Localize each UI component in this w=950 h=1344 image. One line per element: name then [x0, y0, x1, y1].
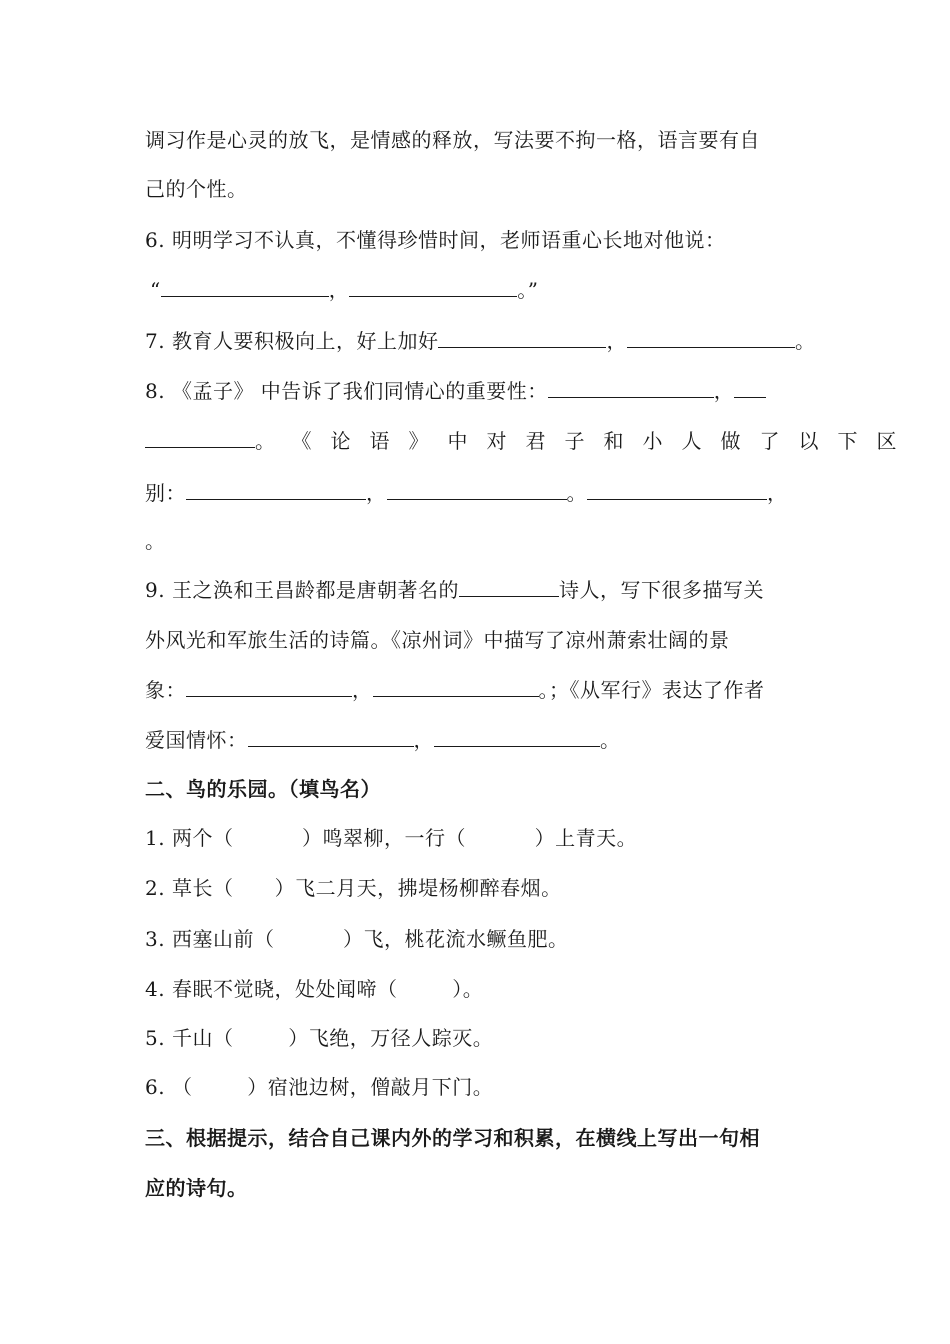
text: 象： — [145, 678, 186, 702]
answer-blank[interactable] — [627, 327, 795, 348]
question-6-text: 6. 明明学习不认真，不懂得珍惜时间，老师语重心长地对他说： — [145, 228, 726, 252]
text: 别： — [145, 481, 186, 505]
heading-text: 三、根据提示，结合自己课内外的学习和积累，在横线上写出一句相 — [145, 1126, 760, 1150]
heading-text: 二、鸟的乐园。（填鸟名） — [145, 777, 381, 801]
comma: ， — [366, 481, 387, 505]
answer-blank[interactable] — [161, 276, 329, 297]
question-6-line-2 — [150, 276, 820, 304]
answer-blank[interactable] — [349, 276, 517, 297]
answer-blank[interactable] — [587, 479, 767, 500]
comma: ， — [352, 678, 373, 702]
answer-blank[interactable] — [373, 676, 539, 697]
text: 己的个性。 — [145, 177, 248, 201]
text: 诗人，写下很多描写关 — [558, 578, 764, 602]
comma: ， — [767, 481, 788, 505]
list-item: 1. 两个（ ）鸣翠柳，一行（ ）上青天。 — [145, 826, 638, 850]
question-9-text: 9. 王之涣和王昌龄都是唐朝著名的 — [145, 578, 459, 602]
list-item: 4. 春眠不觉晓，处处闻啼（ ）。 — [145, 977, 484, 1001]
bird-item-5 — [145, 1024, 815, 1052]
question-9-line-3 — [145, 676, 815, 704]
question-8-line-2 — [145, 427, 916, 455]
question-8-line-4 — [145, 527, 815, 555]
section-3-heading-line-1 — [145, 1124, 815, 1152]
answer-blank[interactable] — [387, 479, 567, 500]
question-9-line-2 — [145, 626, 815, 654]
list-item: 5. 千山（ ）飞绝，万径人踪灭。 — [145, 1026, 494, 1050]
answer-blank[interactable] — [459, 576, 559, 597]
heading-text: 应的诗句。 — [145, 1176, 248, 1200]
text: 爱国情怀： — [145, 728, 248, 752]
close-quote: 。” — [517, 278, 539, 302]
comma: ， — [413, 728, 434, 752]
question-7-text: 7. 教育人要积极向上，好上加好 — [145, 329, 439, 353]
question-9-line-4 — [145, 726, 815, 754]
comma: ， — [713, 379, 735, 403]
period: 。 — [794, 329, 816, 353]
comma: ， — [606, 329, 627, 353]
answer-blank[interactable] — [145, 427, 255, 448]
list-item: 6. （ ）宿池边树，僧敲月下门。 — [145, 1075, 494, 1099]
question-6-line-1 — [145, 226, 815, 254]
period: 。 — [566, 481, 587, 505]
period: 。 — [255, 429, 276, 453]
answer-blank[interactable] — [438, 327, 606, 348]
period: 。 — [145, 529, 166, 553]
answer-blank[interactable] — [434, 726, 600, 747]
question-7 — [145, 327, 815, 355]
text: 。；《从军行》表达了作者 — [538, 678, 765, 702]
list-item: 3. 西塞山前（ ）飞，桃花流水鳜鱼肥。 — [145, 927, 569, 951]
comma: ， — [328, 278, 350, 302]
list-item: 2. 草长（ ）飞二月天，拂堤杨柳醉春烟。 — [145, 876, 562, 900]
question-8-text: 8. 《孟子》 中告诉了我们同情心的重要性： — [145, 379, 548, 403]
answer-blank[interactable] — [186, 676, 352, 697]
open-quote: “ — [150, 278, 161, 302]
bird-item-4 — [145, 975, 815, 1003]
bird-item-3 — [145, 925, 815, 953]
question-8-line-3 — [145, 479, 815, 507]
answer-blank[interactable] — [186, 479, 366, 500]
answer-blank[interactable] — [248, 726, 414, 747]
text: 外风光和军旅生活的诗篇。《凉州词》中描写了凉州萧索壮阔的景 — [145, 628, 730, 652]
section-3-heading-line-2 — [145, 1174, 815, 1202]
section-2-heading — [145, 775, 815, 803]
bird-item-1 — [145, 824, 815, 852]
bird-item-2 — [145, 874, 815, 902]
answer-blank[interactable] — [548, 377, 714, 398]
question-8-lunyu-text: 《论语》中对君子和小人做了以下区 — [301, 429, 916, 453]
period: 。 — [600, 728, 621, 752]
question-8-line-1 — [145, 377, 815, 405]
bird-item-6 — [145, 1073, 815, 1101]
answer-blank[interactable] — [734, 377, 766, 398]
text: 调习作是心灵的放飞，是情感的释放，写法要不拘一格，语言要有自 — [145, 128, 760, 152]
question-9-line-1 — [145, 576, 815, 604]
continuation-line-2 — [145, 175, 815, 203]
continuation-line-1 — [145, 126, 815, 154]
